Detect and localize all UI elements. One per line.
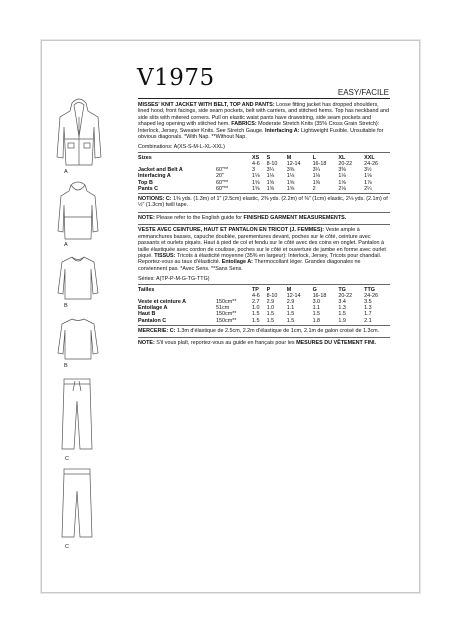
note-bold-text: MESURES DU VÊTEMENT FINI. (296, 340, 377, 347)
english-interfacing-text: Lightweight Fusible. Unsuitable for obvious diagonals. *With Nap. **Without Nap. (138, 127, 384, 141)
table-header-cell: XS (252, 154, 260, 161)
table-cell: 1⅝ (266, 185, 275, 192)
english-fabrics-text: Moderate Stretch Knits (35% Cross Grain Stretch): Interlock, Jersey, Sweater Knits. See Stretch Gauge. (138, 121, 380, 134)
top-front-drawing (56, 253, 100, 306)
table-row (138, 186, 390, 192)
english-description (138, 102, 390, 140)
note-text: Please refer to the English guide for (156, 214, 242, 221)
table-cell: 1.1 (286, 305, 295, 312)
table-divider (138, 325, 390, 326)
french-interfacing-label: Entoilage A: (221, 259, 253, 266)
table-cell: 1.5 (252, 317, 260, 324)
note-bold-text: FINISHED GARMENT MEASUREMENTS. (243, 214, 347, 221)
english-combinations: Combinations: A(XS-S-M-L-XL-XXL) (138, 144, 225, 151)
notions-text: 1⅜ yds. (1.3m) of 1" (2.5cm) elastic, 2⅜ yds. (2.2m) of ⅜" (1cm) elastic, 2⅛ yds. (2.1m) of ½" (1.3cm) twill tape. (138, 196, 388, 209)
table-cell: 1.3 (338, 305, 346, 312)
row-label: Haut B (138, 311, 156, 318)
table-cell: 1.8 (312, 317, 321, 324)
english-interfacing-label: Interfacing A: (264, 127, 300, 134)
table-header-cell: M (286, 154, 292, 161)
table-cell: 2¼ (364, 185, 372, 192)
table-cell: 3⅜ (286, 167, 295, 174)
fabric-width: 60"** (216, 185, 229, 192)
table-divider (138, 284, 390, 285)
table-cell: 1.5 (286, 311, 295, 318)
table-divider (138, 152, 390, 153)
table-cell: 2.1 (364, 317, 372, 324)
fabric-width: 60"** (216, 167, 229, 174)
table-cell: 3½ (364, 167, 372, 174)
table-cell: 1⅞ (364, 179, 372, 186)
notions-label: NOTIONS: C: (138, 196, 172, 203)
table-subheader-cell: 20-22 (338, 161, 353, 168)
table-cell: 3¼ (266, 167, 275, 174)
table-cell: 1.5 (252, 311, 260, 318)
figure-label-b-1: B (64, 303, 68, 309)
note-label: NOTE: (138, 340, 155, 347)
fabric-width: 51cm (216, 305, 230, 312)
table-cell: 1⅛ (312, 173, 321, 180)
table-cell: 1⅝ (338, 179, 346, 186)
table-cell: 2.9 (266, 298, 275, 305)
figure-label-c-1: C (65, 456, 69, 462)
figure-label-c-2: C (65, 544, 69, 550)
table-header-cell: TTG (364, 286, 375, 293)
table-header-cell: TP (252, 286, 259, 293)
table-header-cell: P (266, 286, 271, 293)
table-cell: 3¼ (312, 167, 321, 174)
table-cell: 3.4 (338, 298, 346, 305)
table-cell: 1.5 (286, 317, 295, 324)
table-cell: 3⅜ (338, 167, 346, 174)
table-cell: 1⅛ (338, 173, 346, 180)
french-description (138, 227, 390, 272)
table-subheader-cell: 4-6 (252, 161, 260, 168)
table-subheader-cell: 12-14 (286, 161, 301, 168)
table-subheader-cell: 8-10 (266, 161, 278, 168)
notions-label: MERCERIE: C: (138, 327, 176, 334)
table-cell: 1.1 (312, 305, 321, 312)
table-subheader-cell: 24-26 (364, 292, 378, 299)
table-cell: 1⅛ (364, 173, 372, 180)
table-cell: 1⅛ (286, 173, 295, 180)
table-divider (138, 193, 390, 194)
french-yardage-table (138, 287, 390, 324)
english-fabrics-label: FABRICS: (231, 121, 257, 128)
table-header-cell: L (312, 154, 316, 161)
note-label: NOTE: (138, 214, 155, 221)
english-yardage-table (138, 155, 390, 192)
table-row (138, 318, 390, 324)
table-subheader-cell: 16-18 (312, 161, 327, 168)
notions-text: 1.3m d'élastique de 2.5cm, 2.2m d'élastique de 1cm, 2.1m de galon croisé de 1.3cm. (176, 327, 380, 334)
french-fabrics-text: Tricots à élasticité moyenne (35% en largeur): Interlock, Jersey, Tricots pour chandail. Reportez-vous au taux d'élasticité. (138, 252, 382, 266)
row-label: Veste et ceinture A (138, 298, 187, 305)
text-column (138, 102, 390, 350)
table-header-cell: S (266, 154, 271, 161)
table-header-cell: M (286, 286, 292, 293)
table-cell: 1⅝ (266, 179, 275, 186)
pants-front-drawing (58, 377, 96, 458)
table-cell: 1.5 (266, 317, 275, 324)
table-header-cell: Tailles (138, 286, 155, 293)
note-text: S'il vous plaît, reportez-vous au guide en français pour les (156, 340, 295, 347)
pants-back-drawing (58, 467, 96, 546)
french-interfacing-text: Thermocollant léger. Grandes diagonales ne conviennent pas. *Avec Sens. **Sans Sens. (138, 259, 361, 272)
table-cell: 1.0 (266, 305, 275, 312)
table-divider (138, 212, 390, 213)
french-fabrics-label: TISSUS: (154, 252, 176, 259)
figure-label-b-2: B (64, 363, 68, 369)
table-cell: 1.7 (364, 311, 372, 318)
french-notions (138, 328, 390, 334)
table-cell: 1⅝ (252, 185, 260, 192)
table-cell: 2.7 (252, 298, 260, 305)
table-header-cell: Sizes (138, 154, 152, 161)
table-cell: 1⅛ (266, 173, 275, 180)
fabric-width: 150cm** (216, 317, 237, 324)
fabric-width: 20" (216, 173, 224, 180)
row-label: Top B (138, 179, 153, 186)
table-header-cell: TG (338, 286, 346, 293)
table-cell: 1.3 (364, 305, 372, 312)
header-rule (138, 98, 390, 99)
table-subheader-cell: 4-6 (252, 292, 260, 299)
section-divider (138, 224, 390, 225)
table-cell: 2.9 (286, 298, 295, 305)
table-cell: 3.5 (364, 298, 372, 305)
fabric-width: 60"** (216, 179, 229, 186)
fabric-width: 150cm** (216, 311, 237, 318)
table-cell: 1⅝ (286, 185, 295, 192)
french-note (138, 340, 390, 346)
french-title: VESTE AVEC CEINTURE, HAUT ET PANTALON EN TRICOT (J. FEMMES): (138, 227, 325, 234)
table-header-cell: G (312, 286, 317, 293)
table-cell: 1.5 (312, 311, 321, 318)
difficulty-level: EASY/FACILE (337, 88, 389, 97)
french-description-text: Veste ample à emmanchures basses, capuche doublée, parementures devant, poches sur le côté, ceinture avec passants et ourlets piqués. Haut à pied de col et fendu sur le côté avec des coins en onglet. Pantalon à taille élastiquée avec cordon de coulisse, poches sur le côté et ouverture de jambe en forme avec ourlet piqué. (138, 227, 386, 259)
table-cell: 1⅝ (252, 179, 260, 186)
row-label: Interfacing A (138, 173, 171, 180)
pattern-envelope-back (41, 40, 420, 593)
row-label: Entoilage A (138, 305, 168, 312)
french-combinations: Séries: A(TP-P-M-G-TG-TTG) (138, 276, 210, 283)
pattern-number: V1975 (137, 65, 215, 91)
row-label: Jacket and Belt A (138, 167, 183, 174)
fabric-width: 150cm** (216, 298, 237, 305)
table-cell: 1.5 (266, 311, 275, 318)
table-header-cell: XL (338, 154, 346, 161)
table-subheader-cell: 16-18 (312, 292, 327, 299)
table-header-cell: XXL (364, 154, 375, 161)
table-cell: 1.0 (252, 305, 260, 312)
english-note (138, 215, 390, 221)
row-label: Pants C (138, 185, 159, 192)
jacket-back-drawing (56, 181, 100, 246)
top-back-drawing (56, 315, 100, 366)
english-title: MISSES' KNIT JACKET WITH BELT, TOP AND PANTS: (138, 102, 275, 108)
table-subheader-cell: 8-10 (266, 292, 278, 299)
table-subheader-cell: 12-14 (286, 292, 301, 299)
table-cell: 2⅛ (338, 185, 346, 192)
table-divider (138, 337, 390, 338)
english-description-text: Loose fitting jacket has dropped shoulders, lined hood, front facings, side seam pockets, belt with carriers, and stitched hems. Top has neckband and side slits with mitered corners. Pull on elastic waist pants have drawstring, side seam pockets and shaped leg opening with stitched hem. (138, 102, 390, 128)
row-label: Pantalon C (138, 317, 167, 324)
table-cell: 1⅛ (252, 173, 260, 180)
figure-label-a-1: A (64, 169, 68, 175)
table-subheader-cell: 24-26 (364, 161, 378, 168)
table-cell: 1⅝ (286, 179, 295, 186)
table-cell: 1.9 (338, 317, 346, 324)
table-cell: 1⅝ (312, 179, 321, 186)
english-notions (138, 196, 390, 209)
figure-label-a-2: A (64, 242, 68, 248)
jacket-front-drawing (54, 97, 104, 174)
table-subheader-cell: 20-22 (338, 292, 353, 299)
table-cell: 3 (252, 167, 255, 174)
table-cell: 2 (312, 185, 316, 192)
table-cell: 1.5 (338, 311, 346, 318)
table-cell: 3.0 (312, 298, 321, 305)
